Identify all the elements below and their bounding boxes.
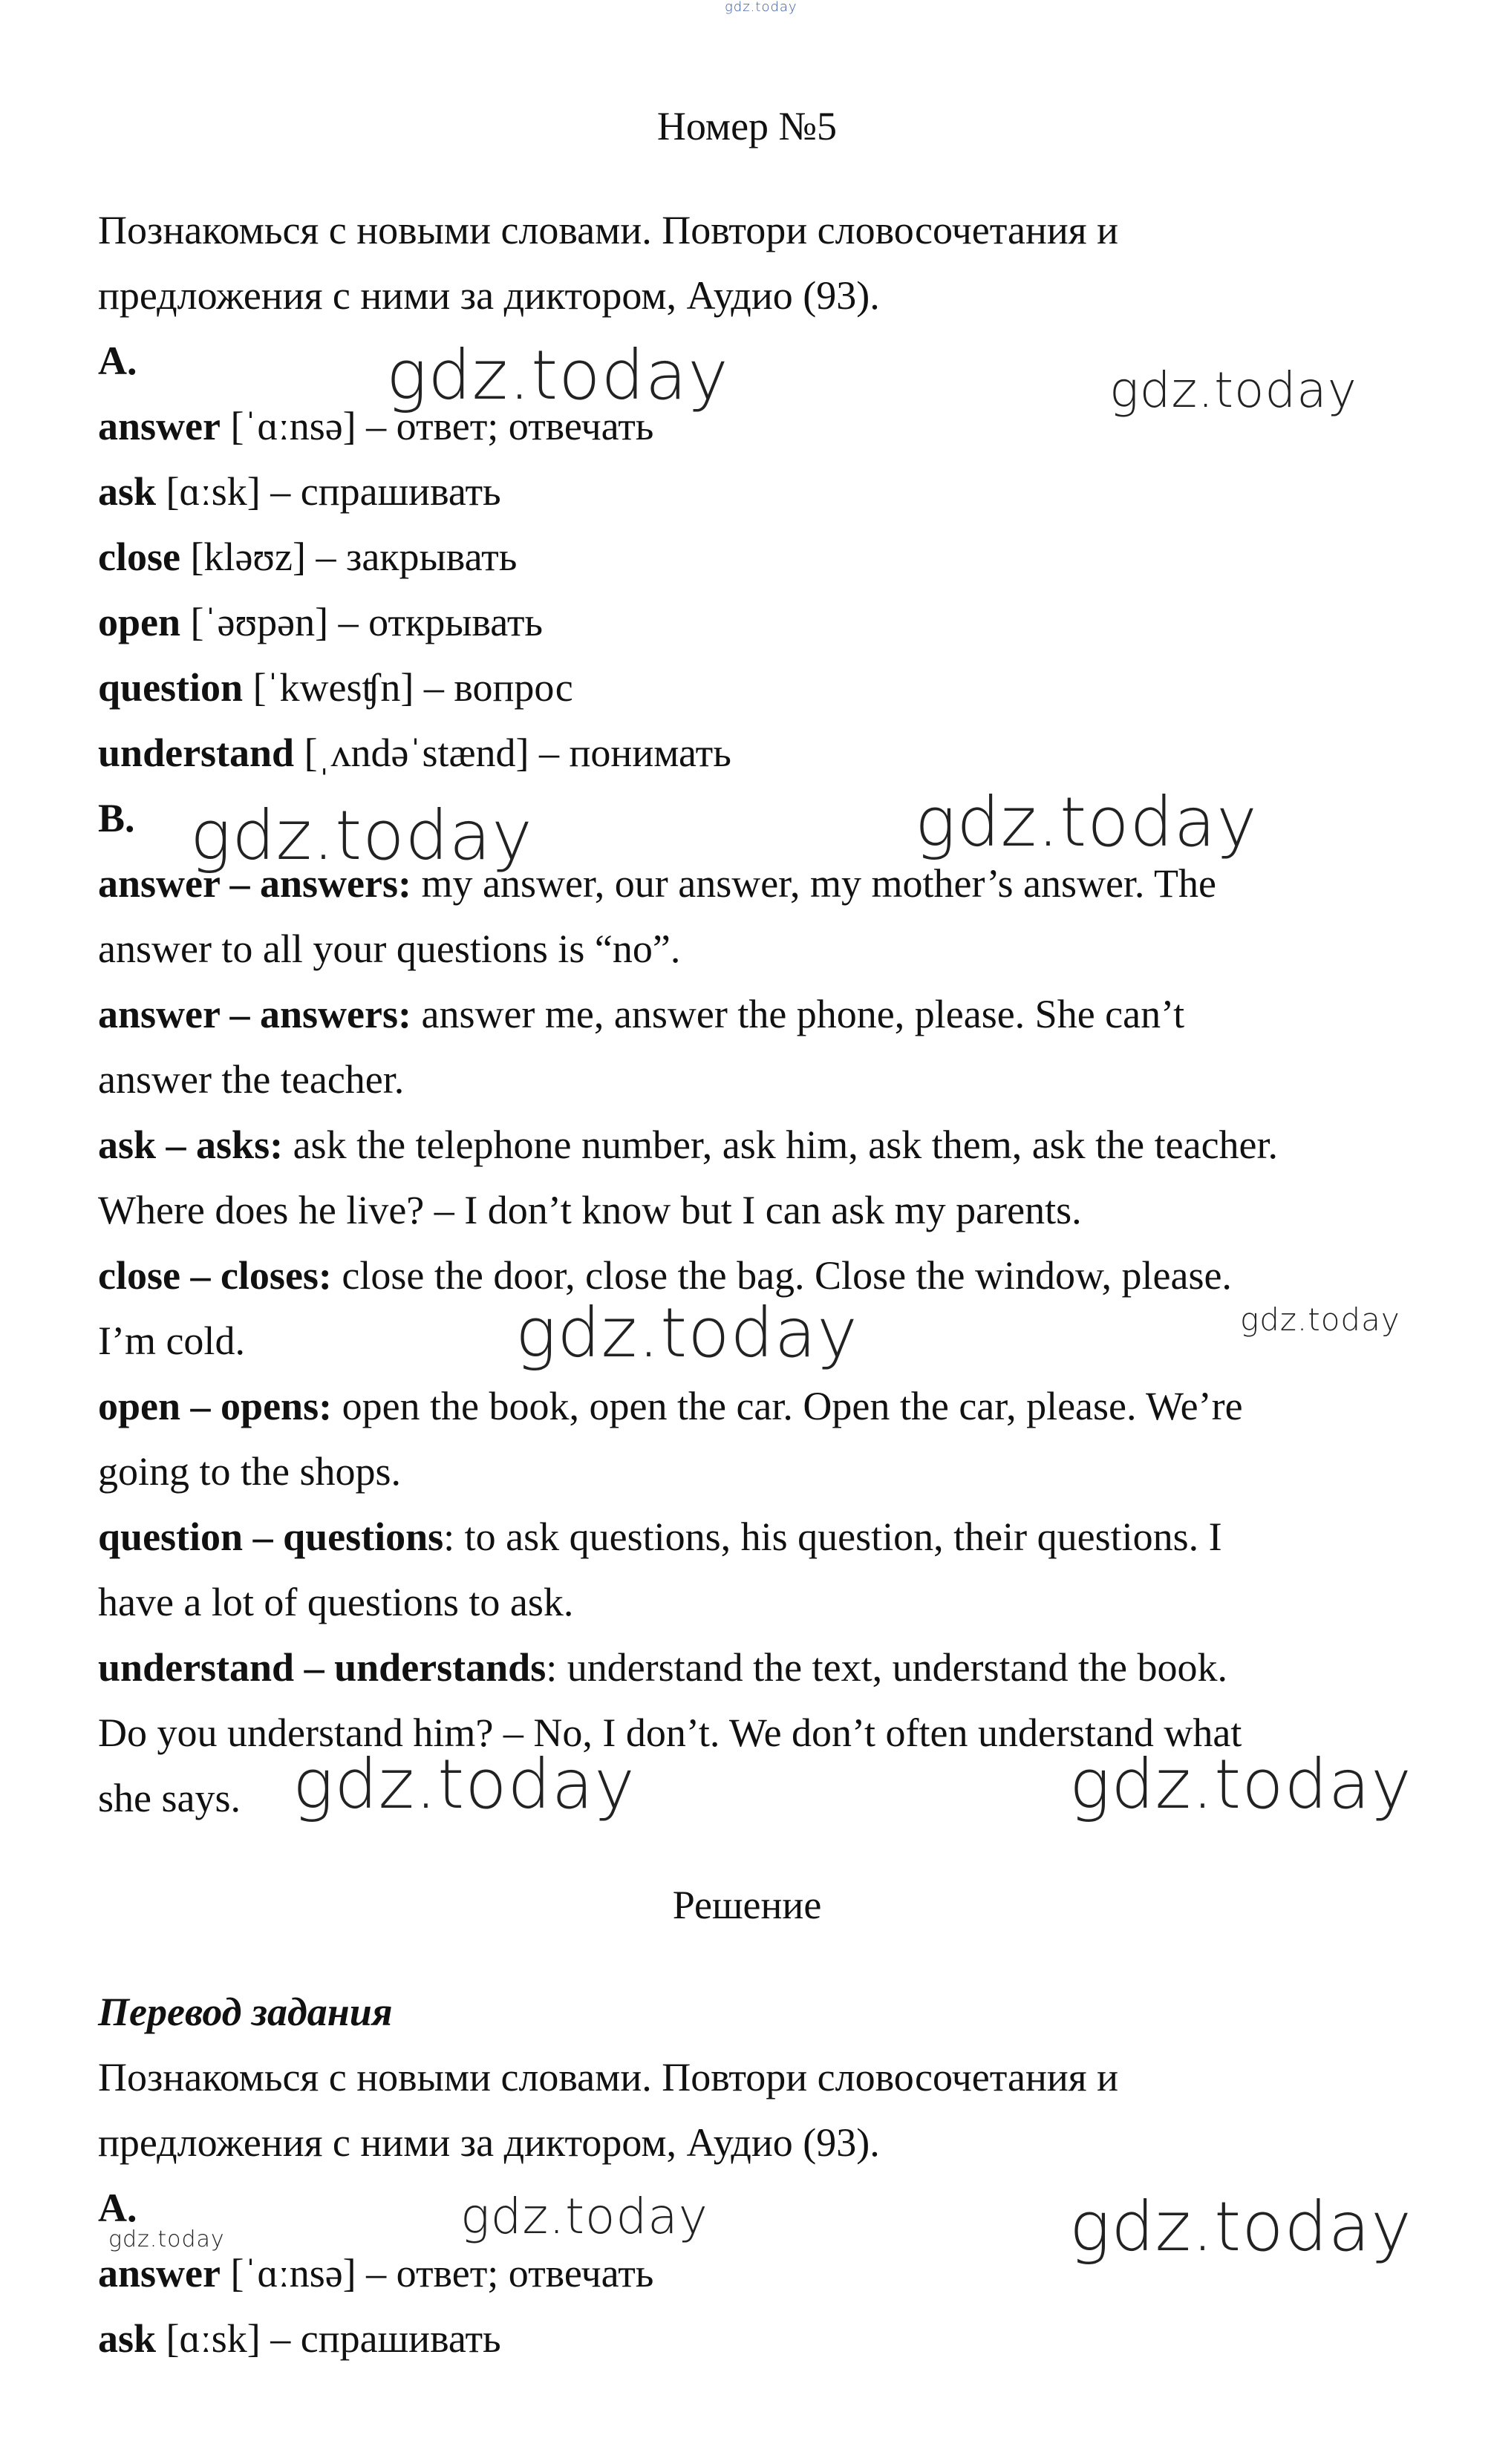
word-entry: [98, 2315, 501, 2362]
phrase-continuation: have a lot of questions to ask.: [98, 1580, 574, 1624]
watermark: gdz.today: [1240, 1301, 1400, 1338]
word-definition: [ɑːsk] – спрашивать: [156, 469, 501, 514]
word-definition: [ɑːsk] – спрашивать: [156, 2316, 501, 2361]
phrase-text: : to ask questions, his question, their questions. I: [443, 1514, 1222, 1559]
phrase-continuation: answer to all your questions is “no”.: [98, 927, 681, 971]
word-term: open: [98, 600, 181, 644]
word-definition: [ˈəʊpən] – открывать: [180, 600, 544, 644]
phrase-entry-line: [98, 1644, 1227, 1691]
watermark: gdz.today: [190, 796, 533, 875]
phrase-continuation: answer the teacher.: [98, 1057, 405, 1102]
watermark: gdz.today: [1069, 2187, 1412, 2267]
phrase-entry-line: [98, 1252, 1232, 1299]
section-b-label: B.: [98, 796, 135, 840]
word-term: ask: [98, 2316, 157, 2361]
word-term: answer: [98, 2251, 221, 2295]
solution-instruction-line-1: Познакомься с новыми словами. Повтори словосочетания и: [98, 2055, 1118, 2099]
phrase-entry-line: [98, 1121, 1278, 1169]
page-title: Номер №5: [656, 104, 838, 148]
solution-title: Решение: [672, 1883, 822, 1927]
solution-section-label: A.: [98, 2186, 137, 2230]
watermark: gdz.today: [386, 336, 729, 415]
watermark: gdz.today: [293, 1745, 636, 1824]
word-definition: [ˈkwesʧn] – вопрос: [243, 665, 573, 710]
watermark: gdz.today: [915, 782, 1258, 862]
phrase-text: : understand the text, understand the book.: [546, 1645, 1227, 1690]
phrase-text: ask the telephone number, ask him, ask them, ask the teacher.: [283, 1122, 1279, 1167]
phrase-head: understand – understands: [98, 1645, 547, 1690]
word-term: ask: [98, 469, 157, 514]
solution-instruction-line-2: предложения с ними за диктором, Аудио (93).: [98, 2120, 880, 2165]
section-a-label: A.: [98, 339, 137, 383]
word-entry: [98, 468, 501, 515]
phrase-head: answer – answers:: [98, 861, 411, 906]
phrase-continuation: Do you understand him? – No, I don’t. We don’t often understand what: [98, 1710, 1242, 1755]
word-term: understand: [98, 731, 295, 775]
word-entry: [98, 2249, 653, 2297]
phrase-text: my answer, our answer, my mother’s answer. The: [411, 861, 1216, 906]
word-term: close: [98, 535, 180, 579]
instruction-line-2: предложения с ними за диктором, Аудио (93).: [98, 273, 880, 318]
phrase-continuation: she says.: [98, 1776, 241, 1820]
phrase-text: answer me, answer the phone, please. She can’t: [411, 992, 1185, 1036]
watermark: gdz.today: [1069, 1745, 1412, 1824]
word-entry: [98, 664, 573, 711]
phrase-continuation: going to the shops.: [98, 1449, 402, 1494]
word-entry: [98, 533, 517, 581]
phrase-head: question – questions: [98, 1514, 444, 1559]
phrase-head: close – closes:: [98, 1253, 332, 1298]
phrase-text: close the door, close the bag. Close the window, please.: [331, 1253, 1232, 1298]
word-term: answer: [98, 404, 221, 448]
phrase-entry-line: [98, 1513, 1222, 1561]
watermark: gdz.today: [515, 1293, 858, 1373]
word-definition: [ˈɑːnsə] – ответ; отвечать: [220, 2251, 654, 2295]
phrase-continuation: I’m cold.: [98, 1318, 245, 1363]
word-entry: [98, 729, 731, 777]
phrase-entry-line: [98, 1382, 1243, 1430]
phrase-entry-line: [98, 990, 1184, 1038]
phrase-head: answer – answers:: [98, 992, 411, 1036]
word-definition: [kləʊz] – закрывать: [180, 535, 518, 579]
word-entry: [98, 598, 543, 646]
word-definition: [ˌʌndəˈstænd] – понимать: [294, 731, 731, 775]
phrase-continuation: Where does he live? – I don’t know but I can ask my parents.: [98, 1188, 1082, 1232]
word-term: question: [98, 665, 244, 710]
phrase-text: open the book, open the car. Open the car, please. We’re: [332, 1384, 1243, 1428]
phrase-head: open – opens:: [98, 1384, 333, 1428]
translation-heading: Перевод задания: [98, 1990, 393, 2034]
phrase-head: ask – asks:: [98, 1122, 284, 1167]
watermark: gdz.today: [1109, 362, 1357, 419]
top-watermark: gdz.today: [725, 0, 797, 15]
instruction-line-1: Познакомься с новыми словами. Повтори словосочетания и: [98, 208, 1118, 252]
watermark: gdz.today: [460, 2188, 708, 2245]
word-definition: [ˈɑːnsə] – ответ; отвечать: [220, 404, 654, 448]
watermark: gdz.today: [108, 2226, 225, 2252]
